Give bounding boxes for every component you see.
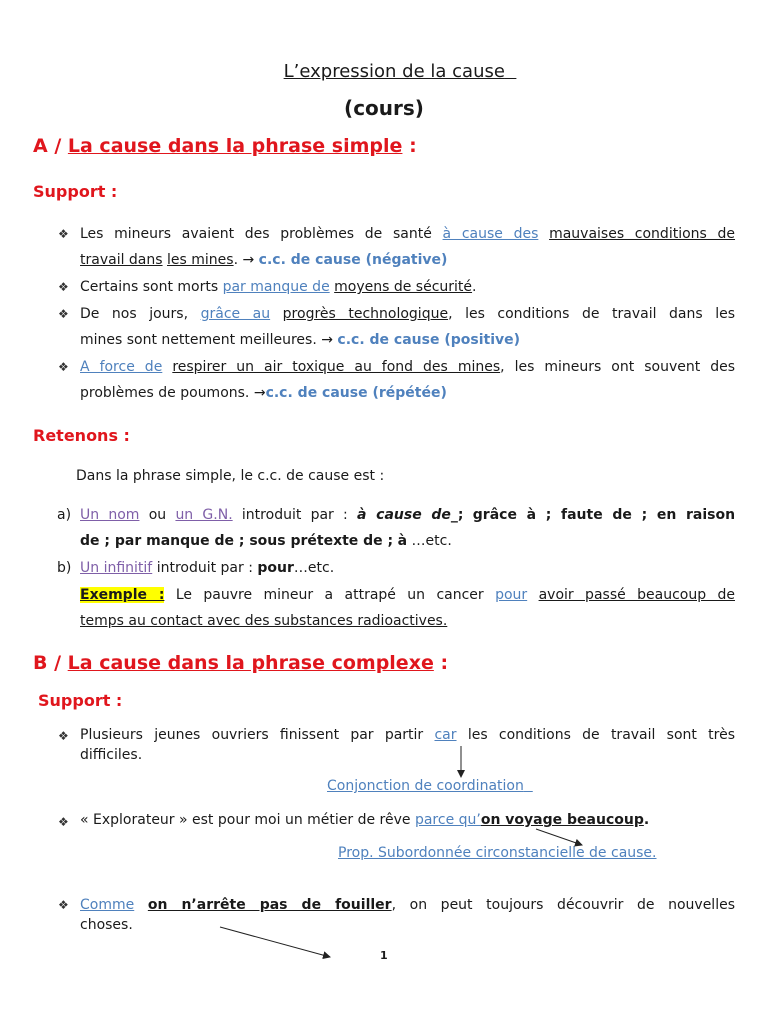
- diamond-bullet-icon: ❖: [58, 280, 69, 294]
- diamond-bullet-icon: ❖: [58, 307, 69, 321]
- retenons-label: Retenons :: [33, 426, 130, 445]
- diamond-bullet-icon: ❖: [58, 729, 69, 743]
- item-a: Un nom ou un G.N. introduit par : à cause de_; grâce à ; faute de ; en raison de ; par manque de ; sous prétexte de ; à …etc.: [80, 507, 736, 549]
- b-bullet-1: Plusieurs jeunes ouvriers finissent par partir car les conditions de travail sont très difficiles.: [80, 727, 736, 763]
- b2-annotation: Prop. Subordonnée circonstancielle de cause.: [338, 845, 657, 861]
- page-subtitle: (cours): [344, 96, 424, 120]
- b-bullet-3: Comme on n’arrête pas de fouiller, on peut toujours découvrir de nouvelles choses.: [80, 897, 735, 933]
- section-a-heading: A / La cause dans la phrase simple :: [33, 135, 417, 157]
- arrow-comme-to-next: [220, 927, 330, 957]
- exemple-label: Exemple :: [80, 587, 165, 603]
- retenons-intro: Dans la phrase simple, le c.c. de cause est :: [76, 468, 385, 484]
- diamond-bullet-icon: ❖: [58, 815, 69, 829]
- support-b-label: Support :: [38, 691, 123, 710]
- item-b: Un infinitif introduit par : pour…etc.: [80, 560, 335, 576]
- section-b-heading: B / La cause dans la phrase complexe :: [33, 652, 449, 674]
- exemple-block: Exemple : Le pauvre mineur a attrapé un cancer pour avoir passé beaucoup de temps au contact avec des substances radioactives.: [80, 587, 735, 629]
- a-bullet-2: Certains sont morts par manque de moyens de sécurité.: [80, 279, 477, 295]
- b1-annotation: Conjonction de coordination: [327, 778, 524, 794]
- item-b-marker: b): [57, 560, 72, 576]
- a-bullet-4: A force de respirer un air toxique au fond des mines, les mineurs ont souvent des problèmes de poumons. →c.c. de cause (répétée): [80, 359, 735, 401]
- a-bullet-3: De nos jours, grâce au progrès technologique, les conditions de travail dans les mines sont nettement meilleures. → c.c. de cause (positive): [80, 306, 736, 348]
- support-a-label: Support :: [33, 182, 118, 201]
- b-bullet-2: « Explorateur » est pour moi un métier de rêve parce qu’on voyage beaucoup.: [80, 812, 650, 828]
- item-a-marker: a): [57, 507, 72, 523]
- diamond-bullet-icon: ❖: [58, 360, 69, 374]
- a-bullet-1: Les mineurs avaient des problèmes de santé à cause des mauvaises conditions de travail dans les mines. → c.c. de cause (négative): [80, 226, 736, 268]
- diamond-bullet-icon: ❖: [58, 898, 69, 912]
- page-title: L’expression de la cause: [283, 61, 505, 82]
- page-number: 1: [380, 949, 388, 962]
- arrow-voyage-to-subordonnee: [536, 829, 582, 845]
- diamond-bullet-icon: ❖: [58, 227, 69, 241]
